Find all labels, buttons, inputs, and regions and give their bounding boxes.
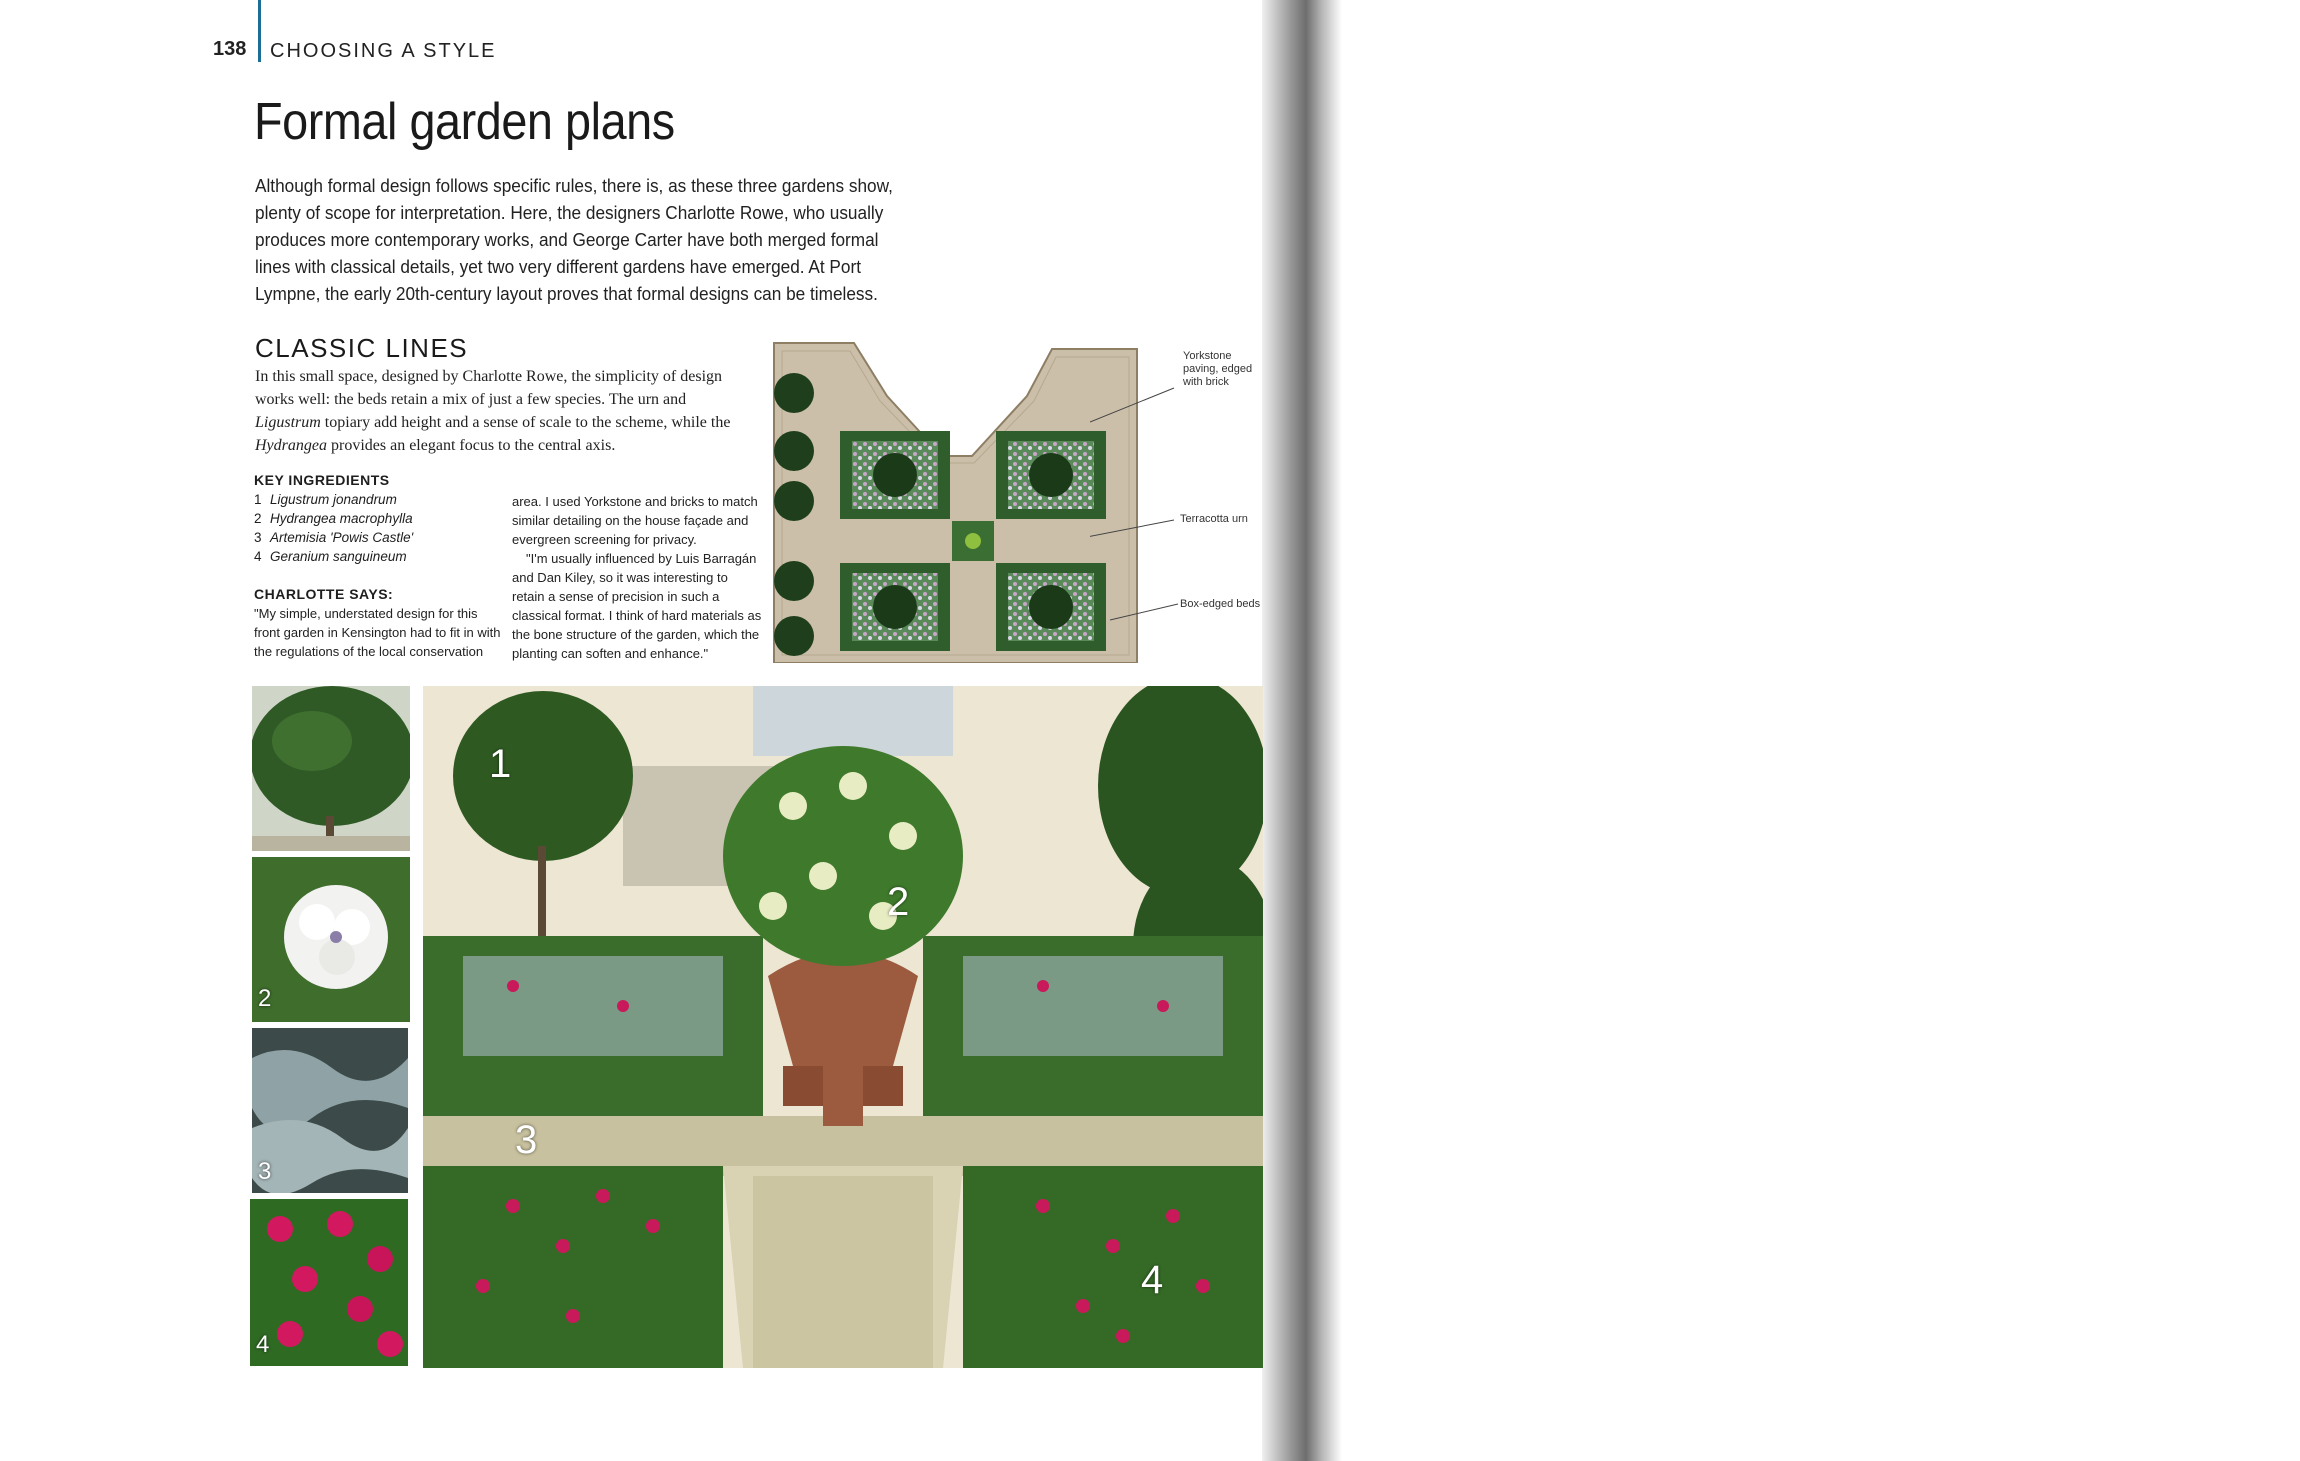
item-name: Ligustrum jonandrum <box>270 492 397 507</box>
thumbnail-geranium <box>250 1199 408 1366</box>
photo-label-4: 4 <box>1141 1258 1164 1302</box>
garden-photo-image <box>423 686 1263 1368</box>
annotation-paving: Yorkstone paving, edged with brick <box>1183 350 1253 388</box>
artemisia-image <box>252 1028 408 1193</box>
photo-label-2: 2 <box>887 880 910 924</box>
intro-paragraph: Although formal design follows specific rules, there is, as these three gardens show, plenty of scope for interpretation. Here, the designers Charlotte Rowe, who usually produces more contemporary works, and George Carter have both merged formal lines with classical details, yet two very different gardens have emerged. At Port Lympne, the early 20th-century layout proves that formal designs can be timeless. <box>255 175 893 304</box>
hydrangea-image <box>252 857 410 1022</box>
key-ingredients-heading: KEY INGREDIENTS <box>254 472 390 488</box>
thumbnail-artemisia <box>252 1028 408 1193</box>
ligustrum-image <box>252 686 410 851</box>
thumbnail-hydrangea <box>252 857 410 1022</box>
annotation-beds: Box-edged beds <box>1180 598 1261 610</box>
list-item <box>254 509 413 528</box>
classic-lines-heading: CLASSIC LINES <box>255 333 469 363</box>
book-spine-shadow <box>1262 0 1342 1461</box>
item-name: Hydrangea macrophylla <box>270 511 413 526</box>
thumb-label-2: 2 <box>258 985 272 1012</box>
charlotte-says-heading: CHARLOTTE SAYS: <box>254 586 394 602</box>
main-garden-photo <box>423 686 1263 1368</box>
thumb-label-3: 3 <box>258 1158 272 1185</box>
page-header <box>213 36 254 62</box>
desc-part-italic: Hydrangea <box>255 437 327 454</box>
item-number: 2 <box>254 511 262 526</box>
geranium-image <box>250 1199 408 1366</box>
photo-label-3: 3 <box>515 1118 538 1162</box>
desc-part: topiary add height and a sense of scale to the scheme, while the <box>320 414 731 431</box>
item-name: Geranium sanguineum <box>270 549 407 564</box>
garden-plan-svg <box>772 341 1139 663</box>
list-item <box>254 490 413 509</box>
annotation-leaders <box>1090 350 1190 640</box>
desc-part-italic: Ligustrum <box>255 414 321 431</box>
garden-plan-diagram <box>772 341 1139 663</box>
section-title: CHOOSING A STYLE <box>270 40 497 62</box>
thumbnail-ligustrum <box>252 686 410 851</box>
item-number: 3 <box>254 530 262 545</box>
item-number: 1 <box>254 492 262 507</box>
quote-column-2 <box>512 492 762 663</box>
quote-paragraph: area. I used Yorkstone and bricks to match similar detailing on the house façade and evergreen screening for privacy. <box>512 494 758 547</box>
list-item <box>254 528 413 547</box>
page-title: Formal garden plans <box>254 93 675 151</box>
classic-lines-description <box>255 365 735 457</box>
quote-column-1: "My simple, understated design for this front garden in Kensington had to fit in with the regulations of the local conservation <box>254 606 501 659</box>
list-item <box>254 547 413 566</box>
key-ingredients-list <box>254 490 413 566</box>
item-name: Artemisia 'Powis Castle' <box>270 530 414 545</box>
quote-paragraph: "I'm usually influenced by Luis Barragán and Dan Kiley, so it was interesting to retain a sense of precision in such a classical format. I think of hard materials as the bone structure of the garden, which the planting can soften and enhance." <box>512 551 762 661</box>
item-number: 4 <box>254 549 262 564</box>
thumb-label-4: 4 <box>256 1331 270 1358</box>
page-number: 138 <box>213 37 247 60</box>
header-rule <box>258 0 261 62</box>
photo-label-1: 1 <box>489 742 512 786</box>
desc-part: provides an elegant focus to the central axis. <box>326 437 616 454</box>
desc-part: In this small space, designed by Charlotte Rowe, the simplicity of design works well: the beds retain a mix of just a few species. The urn and <box>255 368 723 408</box>
annotation-urn: Terracotta urn <box>1180 513 1248 525</box>
